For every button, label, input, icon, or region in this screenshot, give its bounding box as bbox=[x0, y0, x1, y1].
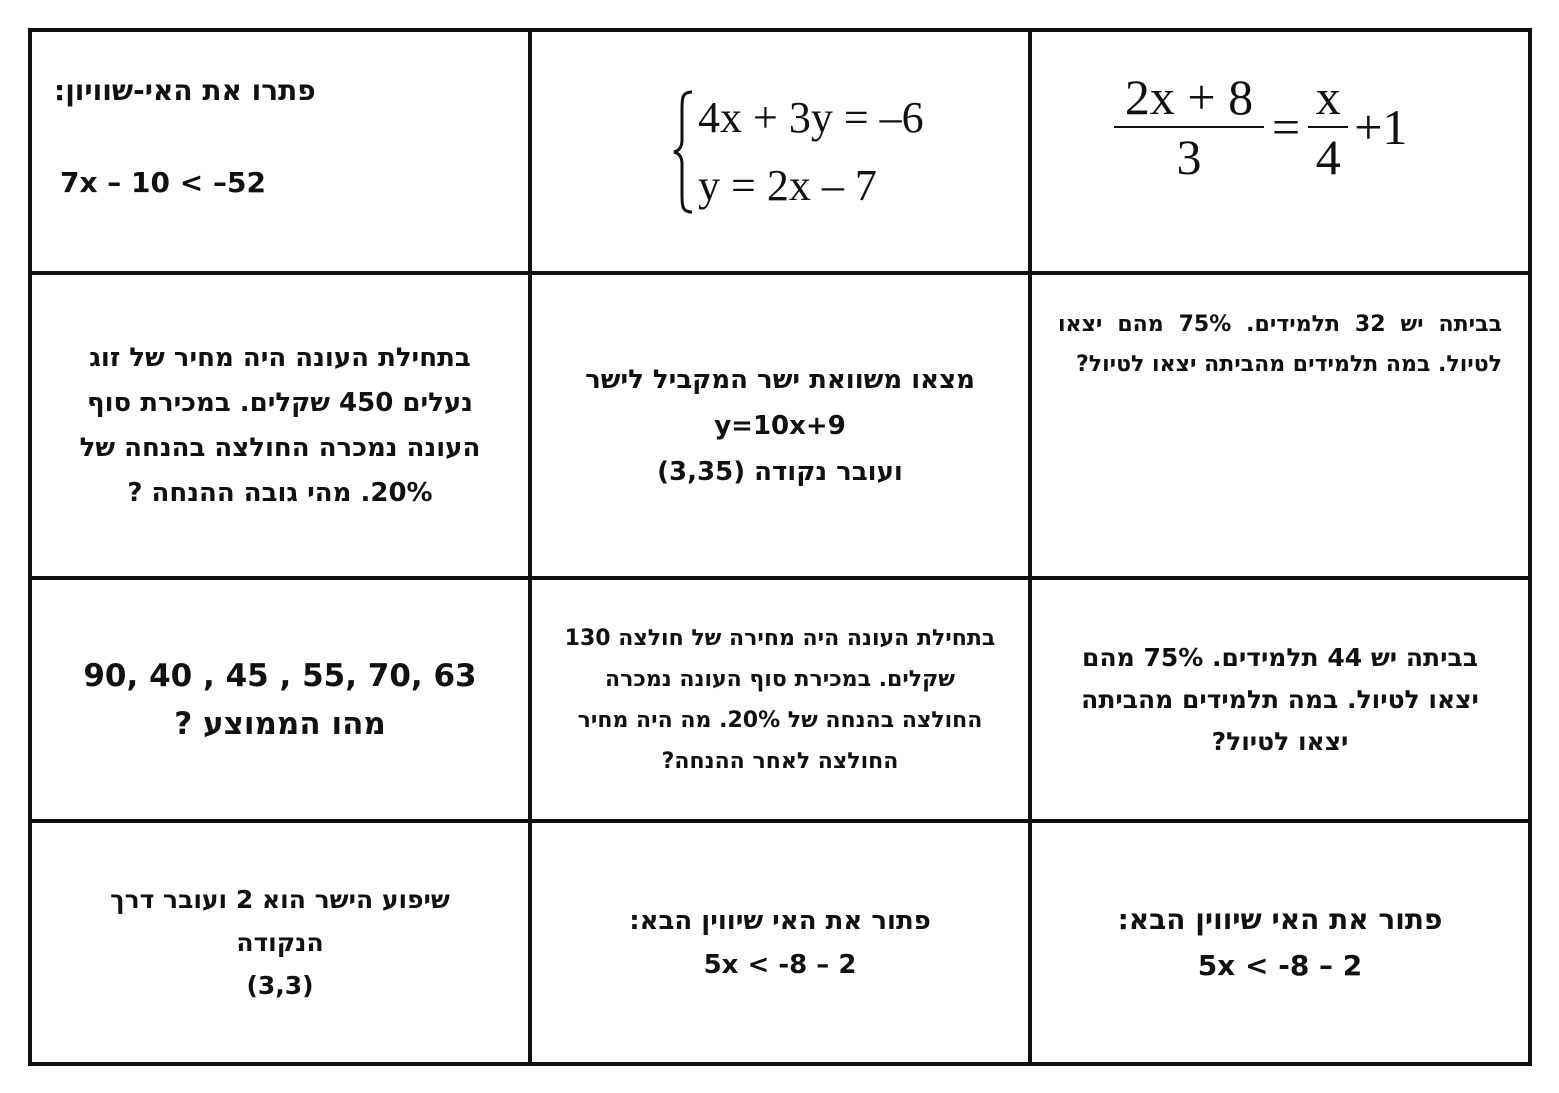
rhs-numerator: x bbox=[1315, 69, 1341, 125]
rhs-denominator: 4 bbox=[1315, 129, 1341, 185]
worksheet-grid bbox=[28, 28, 1532, 1066]
card-inequality-5x-b bbox=[1032, 823, 1528, 1062]
card-inequality-5x-a bbox=[532, 823, 1032, 1062]
question-text: בתחילת העונה היה מחיר של זוג נעלים 450 שקלים. במכירת סוף העונה נמכרה החולצה בהנחה של 20%. מהי גובה ההנחה ? bbox=[79, 342, 481, 508]
card-fraction-equation bbox=[1032, 32, 1528, 275]
lhs-fraction bbox=[1114, 69, 1264, 185]
question-text: מהו הממוצע ? bbox=[174, 705, 386, 742]
inequality-expression: 5x < -8 – 2 bbox=[1197, 948, 1363, 982]
question-text: בביתה יש 44 תלמידים. 75% מהם יצאו לטיול. במה תלמידים מהביתה יצאו לטיול? bbox=[1081, 642, 1479, 756]
rhs-plus-one: +1 bbox=[1354, 99, 1408, 155]
equation-system bbox=[672, 84, 924, 220]
card-title: פתרו את האי-שוויון: bbox=[54, 74, 316, 107]
question-line-1: מצאו משוואת ישר המקביל לישר bbox=[585, 364, 975, 395]
number-list: 90, 40 , 45 , 55, 70, 63 bbox=[83, 657, 477, 694]
card-title: פתור את האי שיווין הבא: bbox=[1117, 902, 1443, 936]
card-parallel-line bbox=[532, 275, 1032, 580]
question-text: בתחילת העונה היה מחירה של חולצה 130 שקלים. במכירת סוף העונה נמכרה החולצה בהנחה של 20%. מה היה מחיר החולצה לאחר ההנחה? bbox=[564, 625, 996, 774]
card-title: פתור את האי שיווין הבא: bbox=[629, 905, 931, 936]
card-inequality-7x bbox=[32, 32, 532, 275]
rhs-fraction bbox=[1308, 69, 1348, 185]
card-shoes-discount bbox=[32, 275, 532, 580]
equation-1: 4x + 3y = –6 bbox=[698, 93, 924, 142]
question-text: בביתה יש 32 תלמידים. 75% מהם יצאו לטיול. במה תלמידים מהביתה יצאו לטיול? bbox=[1058, 312, 1502, 377]
inequality-expression: 5x < -8 – 2 bbox=[703, 949, 857, 980]
card-average bbox=[32, 580, 532, 823]
question-line-3: ועובר נקודה (3,35) bbox=[657, 456, 903, 487]
equation-2: y = 2x – 7 bbox=[698, 161, 877, 210]
card-slope-point bbox=[32, 823, 532, 1062]
lhs-denominator: 3 bbox=[1176, 129, 1202, 185]
fraction-equation bbox=[1114, 69, 1408, 185]
card-shirt-discount bbox=[532, 580, 1032, 823]
line-equation: y=10x+9 bbox=[714, 410, 846, 441]
card-equation-system bbox=[532, 32, 1032, 275]
question-text: שיפוע הישר הוא 2 ועובר דרך הנקודה bbox=[110, 885, 450, 957]
card-class-32 bbox=[1032, 275, 1528, 580]
lhs-numerator: 2x + 8 bbox=[1124, 69, 1254, 125]
card-class-44 bbox=[1032, 580, 1528, 823]
left-brace-icon bbox=[672, 88, 696, 216]
point-coordinates: (3,3) bbox=[246, 971, 314, 1000]
inequality-expression: 7x – 10 < –52 bbox=[60, 166, 266, 199]
equals-sign: = bbox=[1272, 99, 1301, 155]
